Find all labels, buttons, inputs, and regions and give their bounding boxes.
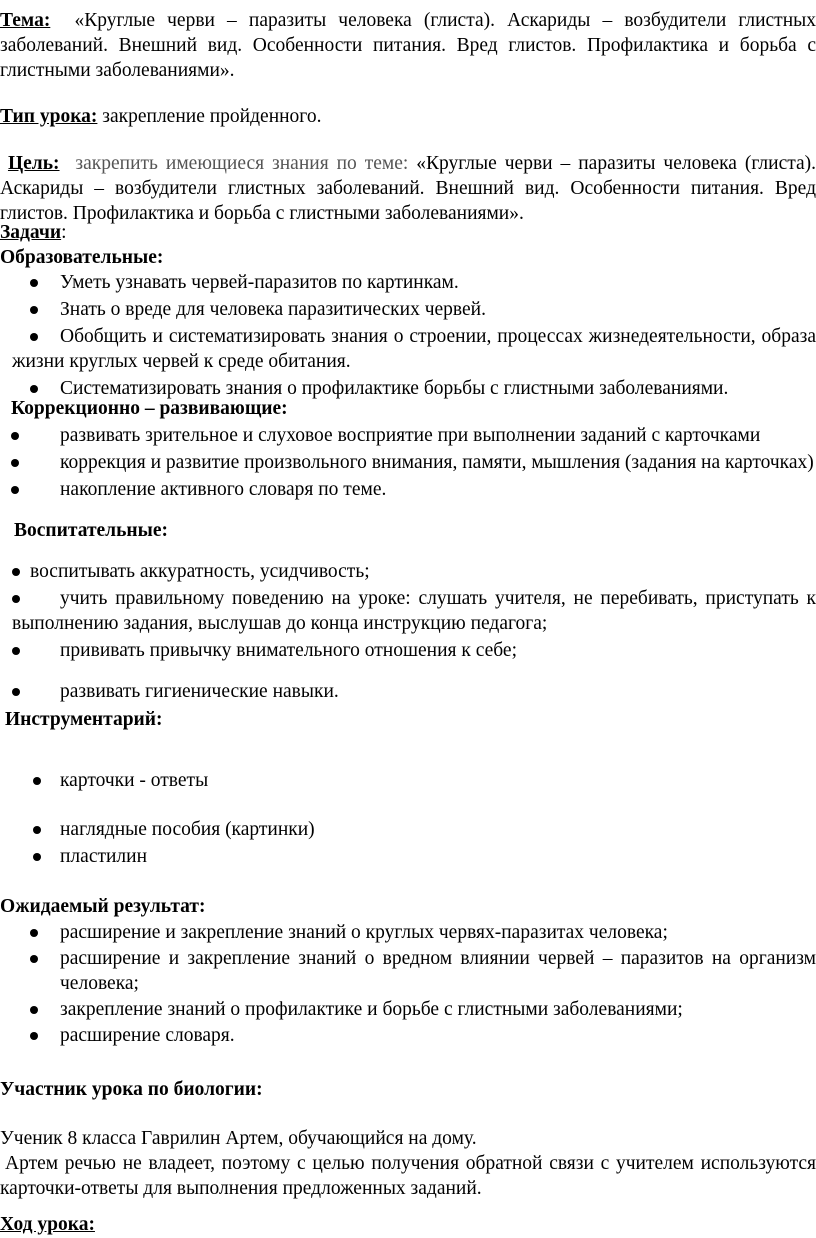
participant-heading: Участник урока по биологии: bbox=[0, 1079, 263, 1100]
educational-heading: Образовательные: bbox=[0, 247, 164, 268]
goal-label: Цель: bbox=[7, 153, 60, 174]
bullet-icon bbox=[30, 279, 38, 287]
bullet-icon bbox=[30, 929, 38, 937]
educational-list bbox=[0, 270, 816, 401]
list-item: закрепление знаний о профилактике и борьбе с глистными заболеваниями; bbox=[0, 997, 816, 1022]
participant-line1: Ученик 8 класса Гаврилин Артем, обучающийся на дому. bbox=[0, 1128, 477, 1149]
list-item: Систематизировать знания о профилактике борьбы с глистными заболеваниями. bbox=[0, 376, 816, 401]
goal-text: «Круглые черви – паразиты человека (глиста). Аскариды – возбудители глистных заболеваний. Внешний вид. Особенности питания. Вред глистов. Профилактика и борьба с глистными заболеваниями». bbox=[0, 153, 816, 224]
list-item: Знать о вреде для человека паразитических червей. bbox=[0, 297, 816, 322]
list-item: расширение и закрепление знаний о вредном влиянии червей – паразитов на организм человека; bbox=[0, 946, 816, 996]
list-item: развивать гигиенические навыки. bbox=[0, 679, 816, 704]
upbringing-heading: Воспитательные: bbox=[14, 520, 169, 541]
goal-section bbox=[0, 151, 816, 226]
bullet-icon bbox=[12, 595, 20, 603]
participant-line2: Артем речью не владеет, поэтому с целью получения обратной связи с учителем используются карточки-ответы для выполнения предложенных заданий. bbox=[0, 1153, 816, 1199]
course-block bbox=[0, 1212, 816, 1237]
correctional-heading: Коррекционно – развивающие: bbox=[11, 398, 288, 419]
bullet-icon bbox=[30, 306, 38, 314]
list-item: пластилин bbox=[0, 844, 816, 869]
course-heading: Ход урока: bbox=[0, 1214, 95, 1235]
list-item: развивать зрительное и слуховое восприятие при выполнении заданий с карточками bbox=[0, 423, 816, 448]
bullet-icon bbox=[30, 1006, 38, 1014]
expected-heading: Ожидаемый результат: bbox=[0, 896, 206, 917]
bullet-icon bbox=[33, 826, 41, 834]
list-item: прививать привычку внимательного отношения к себе; bbox=[0, 638, 816, 663]
list-item: расширение словаря. bbox=[0, 1023, 816, 1048]
bullet-icon bbox=[11, 432, 19, 440]
tools-list bbox=[0, 768, 816, 869]
list-item: карточки - ответы bbox=[0, 768, 816, 793]
topic-paragraph bbox=[0, 8, 816, 83]
educational-list-block bbox=[0, 270, 816, 401]
bullet-icon bbox=[12, 688, 20, 696]
topic-label: Тема: bbox=[0, 10, 51, 31]
bullet-icon bbox=[11, 486, 19, 494]
goal-lead: закрепить имеющиеся знания по теме: bbox=[75, 153, 409, 174]
bullet-icon bbox=[30, 1032, 38, 1040]
bullet-icon bbox=[33, 853, 41, 861]
correctional-list bbox=[0, 423, 816, 502]
tasks-label: Задачи bbox=[0, 222, 62, 243]
tasks-section: Задачи: Образовательные: bbox=[0, 220, 816, 270]
list-item: коррекция и развитие произвольного внимания, памяти, мышления (задания на карточках) bbox=[0, 450, 816, 475]
bullet-icon bbox=[30, 333, 38, 341]
bullet-icon bbox=[33, 777, 41, 785]
bullet-icon bbox=[12, 568, 20, 576]
list-item: учить правильному поведению на уроке: слушать учителя, не перебивать, приступать к выполнению задания, выслушав до конца инструкцию педагога; bbox=[12, 588, 816, 634]
bullet-icon bbox=[30, 955, 38, 963]
topic-section bbox=[0, 8, 816, 83]
participant-block bbox=[0, 1077, 816, 1201]
list-item: Уметь узнавать червей-паразитов по картинкам. bbox=[0, 270, 816, 295]
list-item: расширение и закрепление знаний о круглых червях-паразитах человека; bbox=[0, 920, 816, 945]
topic-text: «Круглые черви – паразиты человека (глиста). Аскариды – возбудители глистных заболеваний. Внешний вид. Особенности питания. Вред глистов. Профилактика и борьба с глистными заболеваниями». bbox=[0, 10, 816, 81]
bullet-icon bbox=[11, 459, 19, 467]
list-item: наглядные пособия (картинки) bbox=[0, 817, 816, 842]
list-item: воспитывать аккуратность, усидчивость; bbox=[0, 559, 816, 584]
list-item: накопление активного словаря по теме. bbox=[0, 477, 816, 502]
lesson-type-label: Тип урока: bbox=[0, 106, 98, 127]
upbringing-block bbox=[0, 518, 816, 704]
list-item: Обобщить и систематизировать знания о строении, процессах жизнедеятельности, образа жизни круглых червей к среде обитания. bbox=[12, 326, 816, 372]
correctional-block bbox=[0, 396, 816, 502]
goal-paragraph bbox=[0, 151, 816, 226]
tools-list-block bbox=[0, 768, 816, 869]
lesson-type-text: закрепление пройденного. bbox=[102, 106, 322, 127]
expected-block bbox=[0, 894, 816, 1048]
upbringing-list bbox=[0, 559, 816, 704]
lesson-type-section bbox=[0, 104, 816, 129]
bullet-icon bbox=[30, 385, 38, 393]
bullet-icon bbox=[12, 647, 20, 655]
tools-block bbox=[0, 707, 816, 732]
tools-heading: Инструментарий: bbox=[5, 709, 163, 730]
expected-list bbox=[0, 920, 816, 1048]
